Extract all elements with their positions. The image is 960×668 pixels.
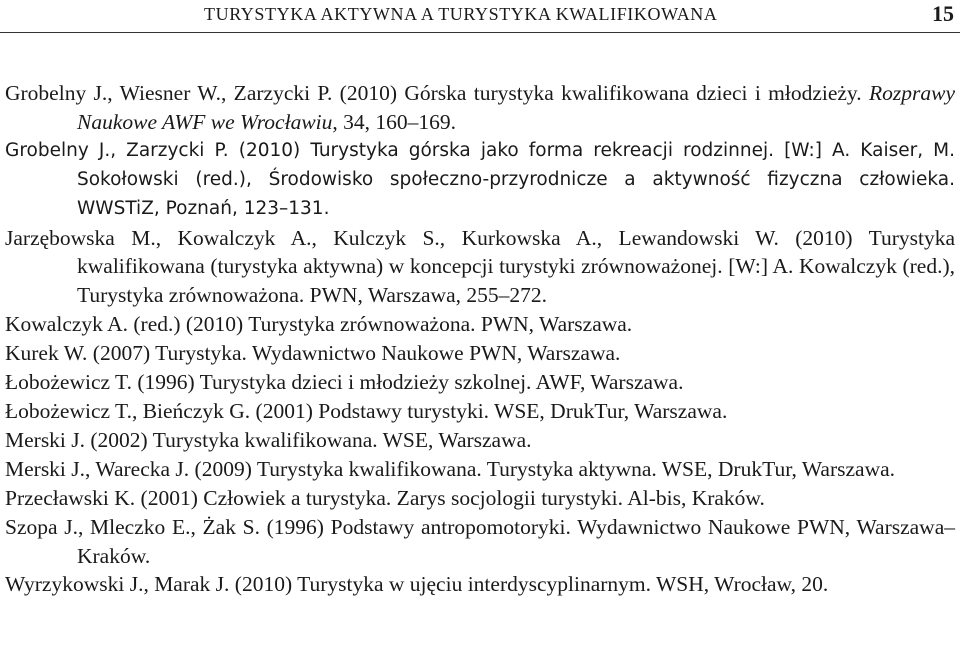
reference-list bbox=[5, 79, 955, 599]
page-header bbox=[0, 0, 960, 32]
reference-item: Szopa J., Mleczko E., Żak S. (1996) Podstawy antropomotoryki. Wydawnictwo Naukowe PWN, Warszawa–Kraków. bbox=[5, 514, 955, 568]
reference-item: Łobożewicz T., Bieńczyk G. (2001) Podstawy turystyki. WSE, DrukTur, Warszawa. bbox=[5, 398, 728, 423]
reference-item bbox=[5, 79, 955, 137]
running-head: TURYSTYKA AKTYWNA A TURYSTYKA KWALIFIKOWANA bbox=[204, 4, 718, 24]
page-number: 15 bbox=[932, 1, 954, 26]
reference-item: Kurek W. (2007) Turystyka. Wydawnictwo Naukowe PWN, Warszawa. bbox=[5, 341, 621, 366]
reference-item: Jarzębowska M., Kowalczyk A., Kulczyk S., Kurkowska A., Lewandowski W. (2010) Turystyka kwalifikowana (turystyka aktywna) w koncepcji turystyki zrównoważonej. [W:] A. Kowalczyk (red.), Turystyka zrównoważona. PWN, Warszawa, 255–272. bbox=[5, 225, 955, 308]
reference-pages: , 34, 160–169. bbox=[332, 109, 457, 134]
reference-item: Wyrzykowski J., Marak J. (2010) Turystyka w ujęciu interdyscyplinarnym. WSH, Wrocław, 20. bbox=[5, 572, 829, 597]
reference-item: Łobożewicz T. (1996) Turystyka dzieci i młodzieży szkolnej. AWF, Warszawa. bbox=[5, 370, 684, 395]
reference-item: Kowalczyk A. (red.) (2010) Turystyka zrównoważona. PWN, Warszawa. bbox=[5, 312, 633, 337]
reference-item: Przecławski K. (2001) Człowiek a turystyka. Zarys socjologii turystyki. Al-bis, Kraków. bbox=[5, 485, 765, 510]
header-rule bbox=[0, 32, 960, 33]
reference-text: Grobelny J., Wiesner W., Zarzycki P. (2010) Górska turystyka kwalifikowana dzieci i młodzieży. bbox=[5, 81, 869, 105]
reference-item: Merski J., Warecka J. (2009) Turystyka kwalifikowana. Turystyka aktywna. WSE, DrukTur, Warszawa. bbox=[5, 456, 896, 481]
journal-title: Rozprawy Naukowe AWF we Wrocławiu bbox=[77, 81, 955, 134]
reference-item: Merski J. (2002) Turystyka kwalifikowana. WSE, Warszawa. bbox=[5, 427, 532, 452]
reference-item: Grobelny J., Zarzycki P. (2010) Turystyka górska jako forma rekreacji rodzinnej. [W:] A. Kaiser, M. Sokołowski (red.), Środowisko społeczno-przyrodnicze a aktywność fizyczna człowieka. WWSTiZ, Poznań, 123–131. bbox=[5, 139, 955, 219]
